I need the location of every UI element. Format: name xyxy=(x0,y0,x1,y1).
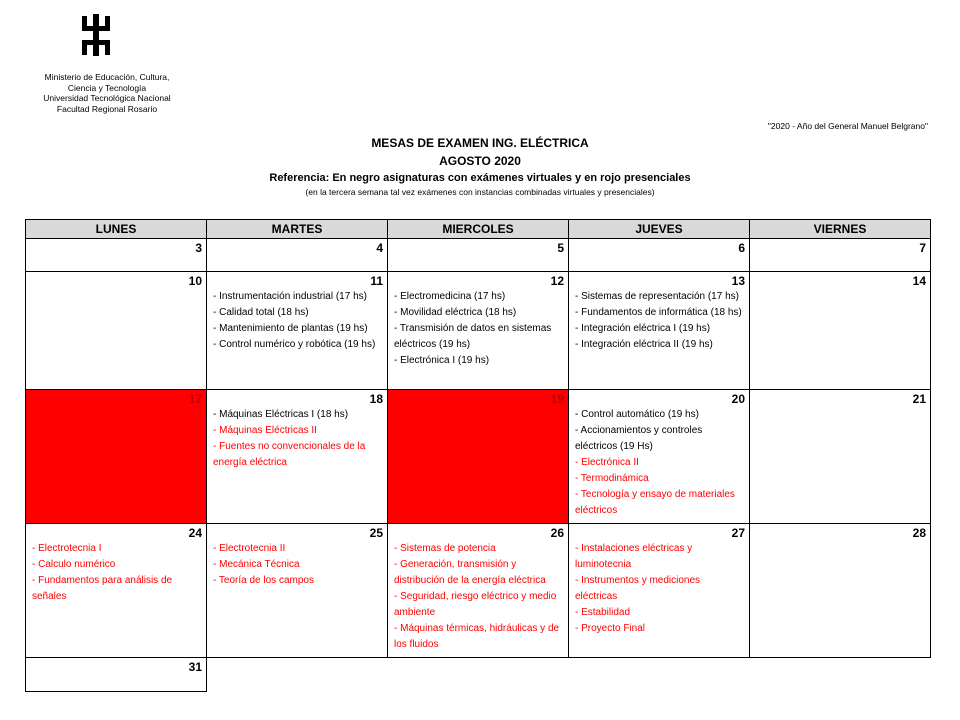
empty-cell xyxy=(207,658,388,692)
day-cell xyxy=(207,524,388,658)
day-number: 25 xyxy=(369,526,383,540)
weekday-header: LUNES xyxy=(26,220,207,239)
day-number: 5 xyxy=(557,241,564,255)
exam-presencial: - Estabilidad xyxy=(575,607,631,618)
exam-presencial: - Fundamentos para análisis de señales xyxy=(32,575,173,602)
exam-presencial: - Generación, transmisión y distribución de la energía eléctrica xyxy=(394,559,546,586)
day-cell xyxy=(26,272,207,390)
day-cell xyxy=(207,390,388,524)
exam-calendar xyxy=(25,219,931,692)
weekday-header: MIERCOLES xyxy=(388,220,569,239)
exam-virtual: - Calidad total (18 hs) xyxy=(213,307,309,318)
exam-presencial: - Fuentes no convencionales de la energía eléctrica xyxy=(213,441,366,468)
title-block xyxy=(0,134,960,198)
day-cell xyxy=(750,239,931,272)
day-cell xyxy=(207,239,388,272)
day-cell xyxy=(26,524,207,658)
exam-virtual: - Electromedicina (17 hs) xyxy=(394,291,506,302)
weekday-header: VIERNES xyxy=(750,220,931,239)
empty-cell xyxy=(569,658,750,692)
exam-virtual: - Control numérico y robótica (19 hs) xyxy=(213,339,376,350)
exam-virtual: - Mantenimiento de plantas (19 hs) xyxy=(213,323,368,334)
week-row xyxy=(26,658,931,692)
day-cell xyxy=(569,524,750,658)
day-number: 18 xyxy=(369,392,383,406)
exam-presencial: - Teoría de los campos xyxy=(213,575,314,586)
exam-presencial: - Máquinas Eléctricas II xyxy=(213,425,317,436)
exam-presencial: - Electrotecnia II xyxy=(213,543,286,554)
exam-presencial: - Seguridad, riesgo eléctrico y medio ambiente xyxy=(394,591,557,618)
week-row xyxy=(26,390,931,524)
day-cell xyxy=(750,272,931,390)
day-number: 31 xyxy=(188,660,202,674)
day-cell xyxy=(569,239,750,272)
day-number: 21 xyxy=(912,392,926,406)
exam-virtual: - Sistemas de representación (17 hs) xyxy=(575,291,739,302)
exam-presencial: - Tecnología y ensayo de materiales eléctricos xyxy=(575,489,735,516)
exam-presencial: - Mecánica Técnica xyxy=(213,559,300,570)
day-number: 27 xyxy=(731,526,745,540)
exam-virtual: - Movilidad eléctrica (18 hs) xyxy=(394,307,517,318)
day-cell xyxy=(207,272,388,390)
day-number: 13 xyxy=(731,274,745,288)
page-title: MESAS DE EXAMEN ING. ELÉCTRICA xyxy=(371,136,589,150)
day-cell xyxy=(569,272,750,390)
institution-block xyxy=(32,72,182,114)
exam-virtual: - Accionamientos y controles eléctricos (19 Hs) xyxy=(575,425,703,452)
day-number: 4 xyxy=(376,241,383,255)
day-number: 28 xyxy=(912,526,926,540)
day-number: 19 xyxy=(550,392,564,406)
day-number: 3 xyxy=(195,241,202,255)
day-number: 7 xyxy=(919,241,926,255)
day-cell xyxy=(388,390,569,524)
day-number: 12 xyxy=(550,274,564,288)
day-number: 14 xyxy=(912,274,926,288)
month-title: AGOSTO 2020 xyxy=(439,154,521,168)
exam-presencial: - Calculo numérico xyxy=(32,559,116,570)
day-cell xyxy=(750,524,931,658)
exam-presencial: - Instalaciones eléctricas y luminotecnia xyxy=(575,543,693,570)
week-row xyxy=(26,524,931,658)
calendar-body xyxy=(26,239,931,692)
year-motto: "2020 - Año del General Manuel Belgrano" xyxy=(767,121,928,131)
day-cell xyxy=(388,239,569,272)
exam-virtual: - Transmisión de datos en sistemas eléctricos (19 hs) xyxy=(394,323,552,350)
exam-virtual: - Integración eléctrica I (19 hs) xyxy=(575,323,711,334)
empty-cell xyxy=(388,658,569,692)
day-number: 26 xyxy=(550,526,564,540)
exam-virtual: - Electrónica I (19 hs) xyxy=(394,355,490,366)
ministry-line: Universidad Tecnológica Nacional xyxy=(43,93,171,103)
exam-presencial: - Electrotecnia I xyxy=(32,543,102,554)
day-number: 11 xyxy=(370,274,383,288)
ministry-line: Facultad Regional Rosario xyxy=(56,103,158,114)
exam-presencial: - Instrumentos y mediciones eléctricas xyxy=(575,575,701,602)
day-number: 6 xyxy=(738,241,745,255)
exam-presencial: - Proyecto Final xyxy=(575,623,646,634)
day-number: 10 xyxy=(188,274,202,288)
day-cell xyxy=(26,390,207,524)
day-cell xyxy=(388,524,569,658)
exam-presencial: - Electrónica II xyxy=(575,457,639,468)
day-number: 17 xyxy=(188,392,202,406)
week-row xyxy=(26,272,931,390)
weekday-header: MARTES xyxy=(207,220,388,239)
exam-virtual: - Instrumentación industrial (17 hs) xyxy=(213,291,367,302)
day-cell xyxy=(26,658,207,692)
utn-logo xyxy=(80,14,112,56)
reference-note: (en la tercera semana tal vez exámenes con instancias combinadas virtuales y presenciales) xyxy=(305,187,655,197)
exam-virtual: - Control automático (19 hs) xyxy=(575,409,699,420)
day-number: 24 xyxy=(188,526,202,540)
weekday-header: JUEVES xyxy=(569,220,750,239)
reference-text: Referencia: En negro asignaturas con exámenes virtuales y en rojo presenciales xyxy=(269,172,691,184)
exam-virtual: - Fundamentos de informática (18 hs) xyxy=(575,307,742,318)
day-number: 20 xyxy=(731,392,745,406)
day-cell xyxy=(750,390,931,524)
ministry-line: Ministerio de Educación, Cultura, xyxy=(44,72,170,82)
empty-cell xyxy=(750,658,931,692)
exam-presencial: - Máquinas térmicas, hidráulicas y de los fluidos xyxy=(394,623,560,650)
weekday-header-row xyxy=(26,220,931,239)
ministry-line: Ciencia y Tecnología xyxy=(67,82,147,93)
exam-virtual: - Máquinas Eléctricas I (18 hs) xyxy=(213,409,349,420)
week-row xyxy=(26,239,931,272)
exam-presencial: - Sistemas de potencia xyxy=(394,543,496,554)
exam-virtual: - Integración eléctrica II (19 hs) xyxy=(575,339,713,350)
day-cell xyxy=(388,272,569,390)
day-cell xyxy=(569,390,750,524)
exam-presencial: - Termodinámica xyxy=(575,473,649,484)
day-cell xyxy=(26,239,207,272)
